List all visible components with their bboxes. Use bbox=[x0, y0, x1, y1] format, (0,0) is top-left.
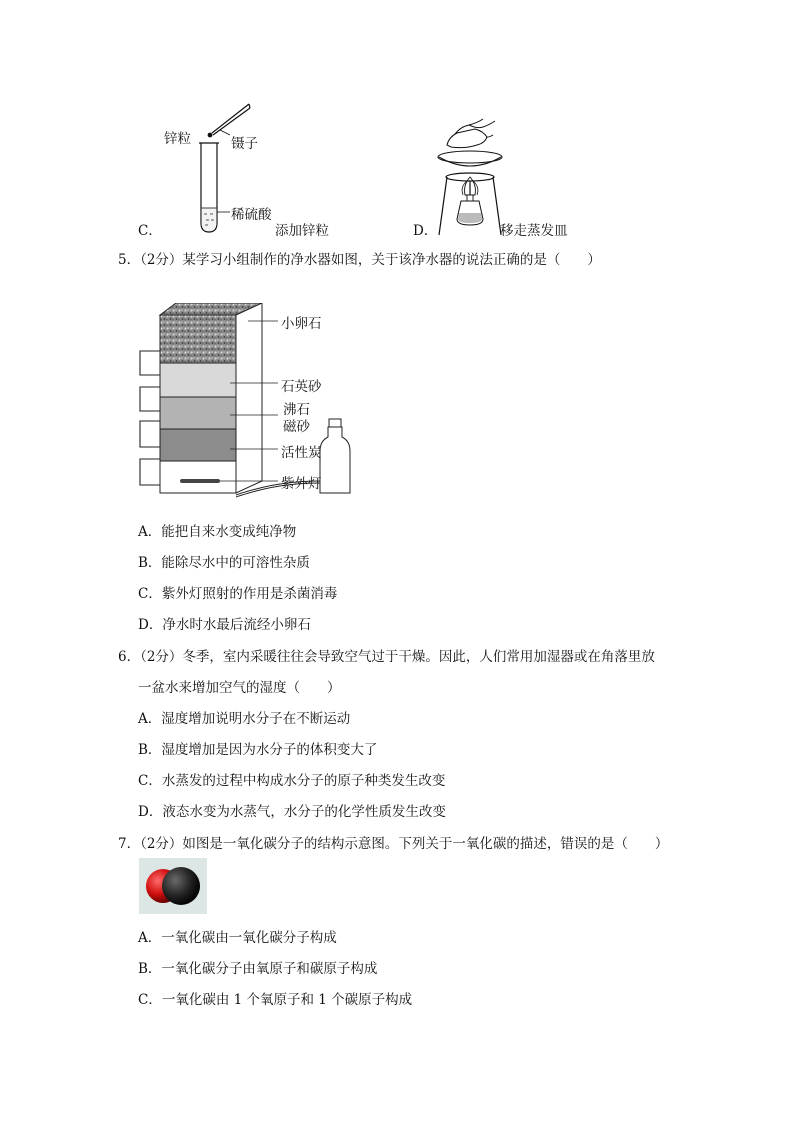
tweezers-tip bbox=[249, 104, 250, 108]
label-uv-lamp: 紫外灯 bbox=[281, 476, 322, 492]
q7-option-b: B．一氧化碳分子由氧原子和碳原子构成 bbox=[138, 961, 378, 977]
figure-d-caption: 移走蒸发皿 bbox=[500, 223, 568, 239]
q7-stem: 7．（2分）如图是一氧化碳分子的结构示意图。下列关于一氧化碳的描述，错误的是（ ） bbox=[118, 836, 669, 852]
q6-option-c: C．水蒸发的过程中构成水分子的原子种类发生改变 bbox=[138, 773, 446, 789]
label-zeolite-1: 沸石 bbox=[283, 402, 310, 418]
purifier-side-face bbox=[236, 303, 262, 493]
q6-stem-line-1: 6．（2分）冬季，室内采暖往往会导致空气过于干燥。因此，人们常用加湿器或在角落里放 bbox=[118, 649, 655, 665]
tripod-leg-1 bbox=[439, 177, 447, 235]
uv-lamp bbox=[180, 479, 220, 483]
option-c-letter: C． bbox=[138, 223, 162, 239]
bottle-cap bbox=[329, 419, 341, 427]
tweezers-arm-1 bbox=[212, 104, 249, 133]
q6-option-b: B．湿度增加是因为水分子的体积变大了 bbox=[138, 742, 378, 758]
layer-handles bbox=[140, 351, 160, 485]
water-bottle bbox=[320, 427, 350, 493]
q6-stem-line-2: 一盆水来增加空气的湿度（ ） bbox=[138, 680, 341, 696]
label-pebble: 小卵石 bbox=[281, 316, 322, 332]
q7-option-a: A．一氧化碳由一氧化碳分子构成 bbox=[138, 930, 337, 946]
label-activated-carbon: 活性炭 bbox=[281, 445, 322, 461]
q5-option-c: C．紫外灯照射的作用是杀菌消毒 bbox=[138, 586, 338, 602]
co-molecule-model bbox=[139, 858, 207, 914]
q6-option-d: D．液态水变为水蒸气，水分子的化学性质发生改变 bbox=[138, 804, 446, 820]
layer-zeolite bbox=[160, 397, 236, 429]
label-quartz-sand: 石英砂 bbox=[281, 379, 322, 395]
layer-quartz-sand bbox=[160, 363, 236, 397]
layer-uv-chamber bbox=[160, 461, 236, 493]
label-zeolite-2: 磁砂 bbox=[283, 419, 310, 435]
zinc-granule bbox=[208, 133, 213, 138]
layer-pebble bbox=[160, 315, 236, 363]
tweezers-leader bbox=[220, 130, 230, 135]
carbon-atom bbox=[162, 867, 200, 905]
hand-outline bbox=[447, 129, 487, 148]
q6-option-a: A．湿度增加说明水分子在不断运动 bbox=[138, 711, 351, 727]
label-tweezers: 镊子 bbox=[231, 136, 258, 152]
dilute-acid-liquid bbox=[202, 208, 217, 231]
figure-c-caption: 添加锌粒 bbox=[275, 223, 329, 239]
water-purifier-figure bbox=[136, 303, 356, 499]
lamp-wick bbox=[467, 195, 473, 201]
q5-option-b: B．能除尽水中的可溶性杂质 bbox=[138, 555, 310, 571]
q5-stem: 5．（2分）某学习小组制作的净水器如图，关于该净水器的说法正确的是（ ） bbox=[118, 252, 601, 268]
q5-option-a: A．能把自来水变成纯净物 bbox=[138, 524, 297, 540]
q7-option-c: C．一氧化碳由 1 个氧原子和 1 个碳原子构成 bbox=[138, 992, 413, 1008]
option-d-letter: D． bbox=[413, 223, 438, 239]
label-dilute-acid: 稀硫酸 bbox=[231, 207, 272, 223]
tweezers-arm-2 bbox=[213, 108, 250, 135]
layer-activated-carbon bbox=[160, 429, 236, 461]
label-zinc: 锌粒 bbox=[164, 131, 191, 147]
q5-option-d: D．净水时水最后流经小卵石 bbox=[138, 617, 311, 633]
